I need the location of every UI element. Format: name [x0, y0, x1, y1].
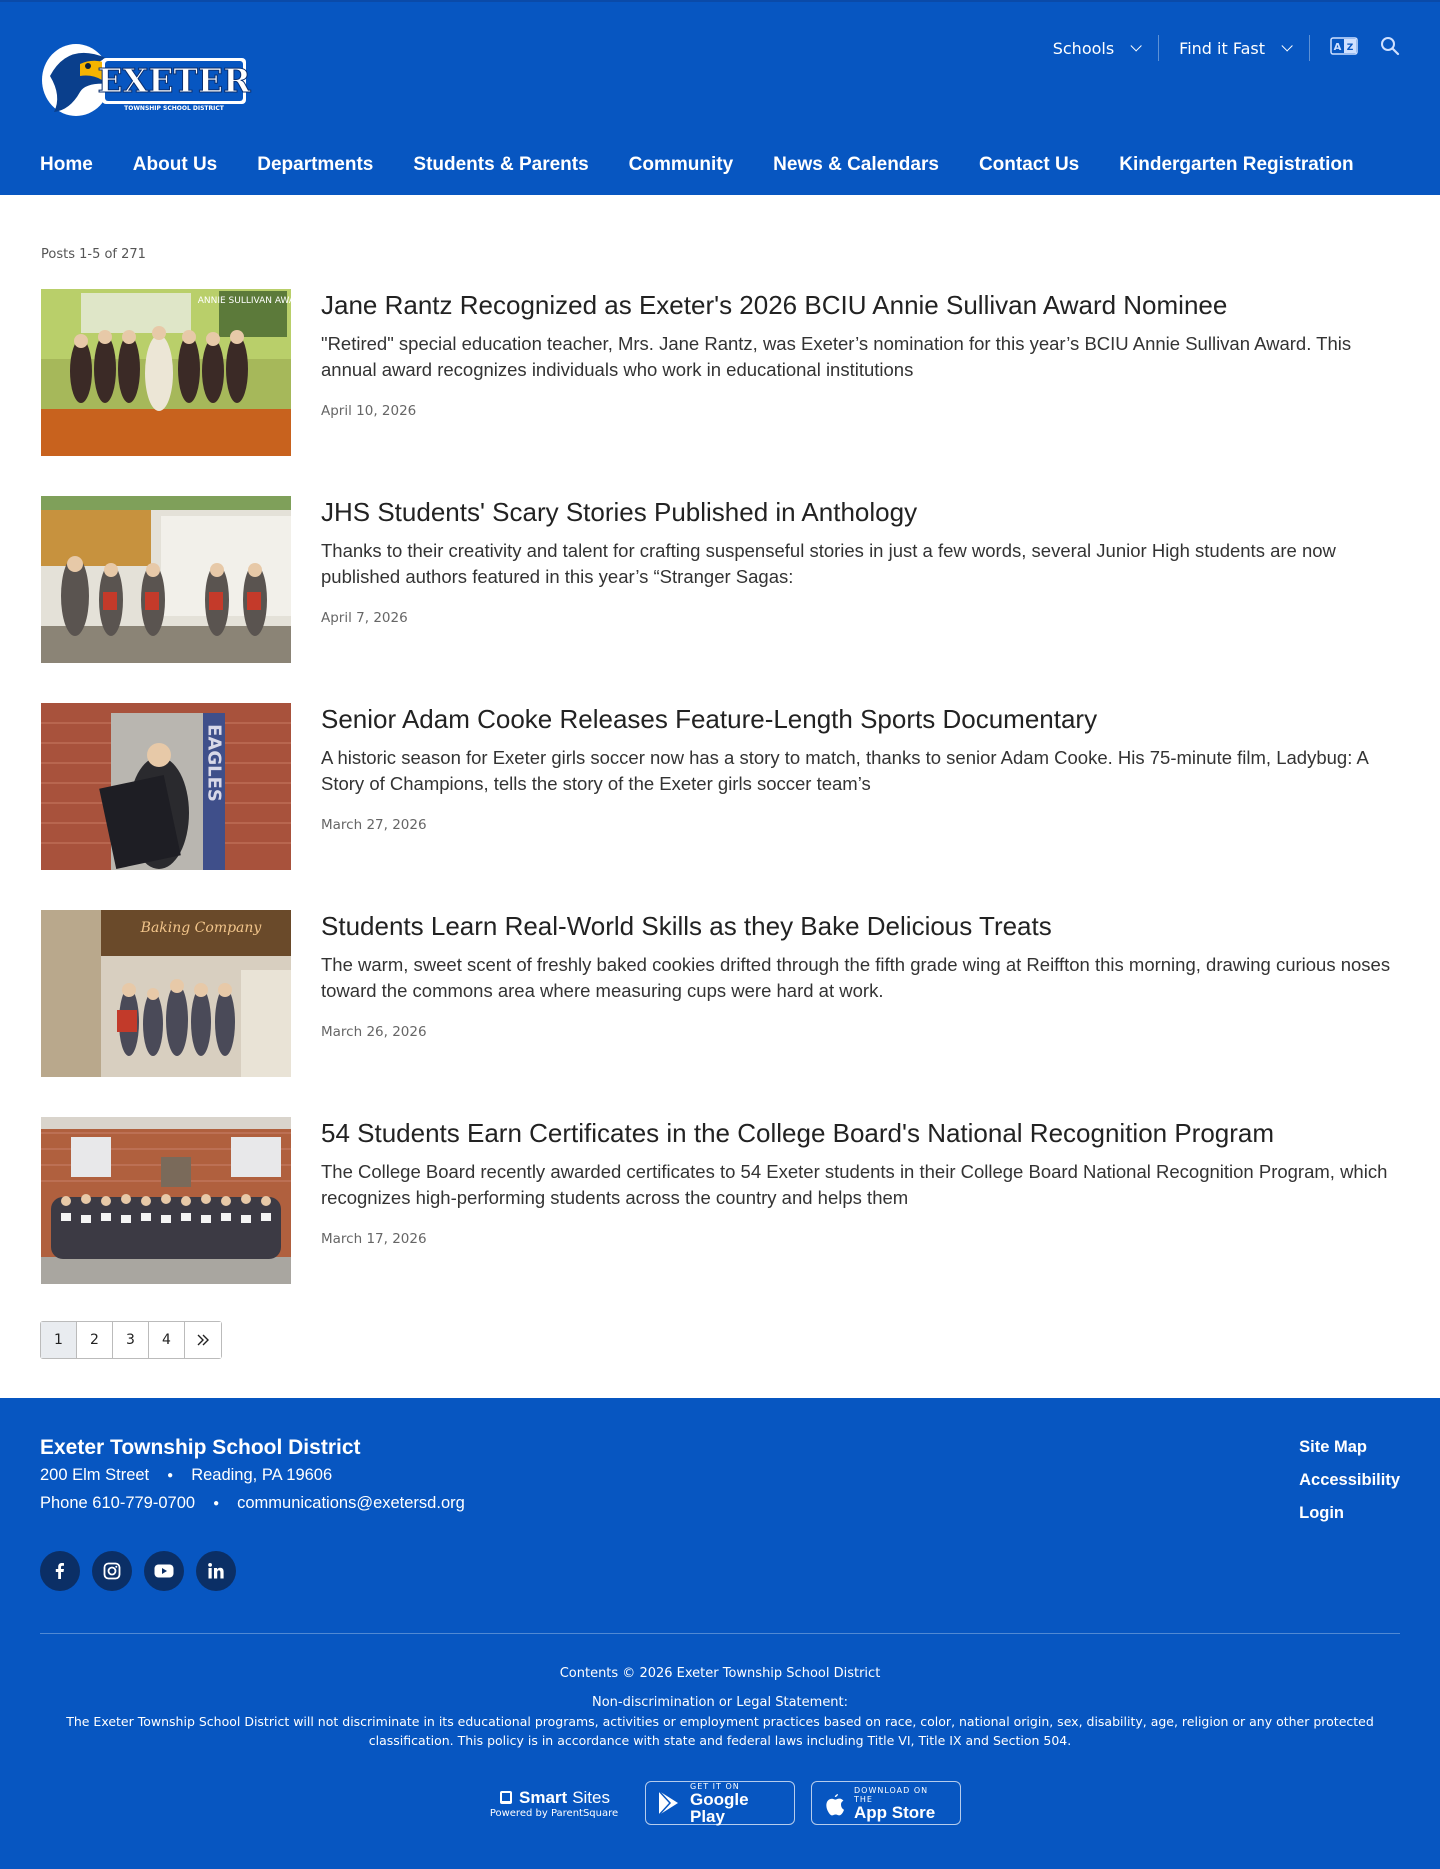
- posts-count: Posts 1-5 of 271: [41, 247, 146, 262]
- nav-kindergarten-registration[interactable]: Kindergarten Registration: [1119, 154, 1354, 175]
- news-post: [40, 910, 1400, 1080]
- smart-sites-badge[interactable]: [479, 1788, 629, 1819]
- post-excerpt: "Retired" special education teacher, Mrs. Jane Rantz, was Exeter’s nomination for this year’s BCIU Annie Sullivan Award. This annual award recognizes individuals who work in educational institutions: [321, 333, 1352, 380]
- svg-text:Z: Z: [1346, 43, 1354, 53]
- news-post: [40, 496, 1400, 666]
- app-badges: [0, 1781, 1440, 1825]
- post-title[interactable]: JHS Students' Scary Stories Published in Anthology: [321, 497, 918, 527]
- news-post: [40, 289, 1400, 459]
- google-play-label: Google Play: [690, 1789, 749, 1826]
- legal-title: Non-discrimination or Legal Statement:: [591, 1695, 849, 1710]
- next-pages-icon: [196, 1334, 210, 1346]
- city-state-zip: Reading, PA 19606: [191, 1466, 333, 1484]
- linkedin-icon: [207, 1562, 225, 1580]
- instagram-link[interactable]: [92, 1551, 132, 1591]
- accessibility-link[interactable]: Accessibility: [1299, 1471, 1400, 1489]
- post-date: April 10, 2026: [321, 403, 417, 419]
- page-1-button[interactable]: 1: [41, 1322, 77, 1358]
- app-store-badge[interactable]: [811, 1781, 961, 1825]
- sites-word: Sites: [572, 1787, 610, 1807]
- site-header: [0, 0, 1440, 195]
- page-3-button[interactable]: 3: [113, 1322, 149, 1358]
- news-post: [40, 1117, 1400, 1287]
- post-title[interactable]: 54 Students Earn Certificates in the College Board's National Recognition Program: [321, 1118, 1275, 1148]
- district-name: Exeter Township School District: [40, 1436, 361, 1459]
- linkedin-link[interactable]: [196, 1551, 236, 1591]
- photo-sign-text: EAGLES: [203, 724, 225, 802]
- instagram-icon: [103, 1562, 121, 1580]
- youtube-link[interactable]: [144, 1551, 184, 1591]
- page-2-button[interactable]: 2: [77, 1322, 113, 1358]
- post-date: March 17, 2026: [321, 1231, 427, 1247]
- post-date: March 27, 2026: [321, 817, 427, 833]
- find-it-fast-label: Find it Fast: [1179, 38, 1265, 58]
- district-logo[interactable]: [40, 36, 250, 132]
- schools-label: Schools: [1052, 38, 1115, 58]
- utility-nav: [1033, 34, 1400, 62]
- post-excerpt: The warm, sweet scent of freshly baked cookies drifted through the fifth grade wing at Reiffton this morning, drawing curious noses toward the commons area where measuring cups were hard at work.: [321, 954, 1391, 1001]
- post-thumbnail[interactable]: [41, 910, 291, 1077]
- schools-dropdown[interactable]: [1033, 34, 1158, 62]
- next-pages-button[interactable]: [185, 1322, 221, 1358]
- nav-about-us[interactable]: About Us: [132, 154, 218, 175]
- app-store-label: App Store: [854, 1802, 936, 1822]
- google-play-badge[interactable]: [645, 1781, 795, 1825]
- separator-dot: ●: [213, 1498, 220, 1509]
- post-excerpt: A historic season for Exeter girls soccer now has a story to match, thanks to senior Adam Cooke. His 75-minute film, Ladybug: A Story of Champions, tells the story of the Exeter girls soccer team’s: [321, 747, 1368, 794]
- contact-line: [40, 1494, 465, 1513]
- facebook-link[interactable]: [40, 1551, 80, 1591]
- powered-by: Powered by ParentSquare: [489, 1807, 619, 1819]
- search-icon[interactable]: [1380, 36, 1400, 60]
- post-title[interactable]: Jane Rantz Recognized as Exeter's 2026 BCIU Annie Sullivan Award Nominee: [321, 290, 1228, 320]
- google-play-small: GET IT ON: [690, 1781, 740, 1791]
- find-it-fast-dropdown[interactable]: [1159, 34, 1309, 62]
- post-thumbnail[interactable]: [41, 1117, 291, 1284]
- email-link[interactable]: communications@exetersd.org: [237, 1494, 465, 1512]
- photo-sign-text: Baking Company: [140, 920, 262, 936]
- post-date: March 26, 2026: [321, 1024, 427, 1040]
- google-play-icon: [656, 1789, 682, 1817]
- site-footer: [0, 1398, 1440, 1869]
- site-map-link[interactable]: Site Map: [1299, 1438, 1367, 1456]
- page-4-button[interactable]: 4: [149, 1322, 185, 1358]
- post-thumbnail[interactable]: [41, 703, 291, 870]
- post-excerpt: The College Board recently awarded certificates to 54 Exeter students in their College Board National Recognition Program, which recognizes high-performing students across the country and helps them: [321, 1161, 1388, 1208]
- nav-home[interactable]: Home: [40, 154, 93, 175]
- post-thumbnail[interactable]: [41, 289, 309, 456]
- chevron-down-icon: [1281, 40, 1292, 51]
- main-nav: [40, 154, 1354, 176]
- news-post: [40, 703, 1400, 873]
- nav-contact-us[interactable]: Contact Us: [978, 154, 1080, 175]
- post-date: April 7, 2026: [321, 610, 408, 626]
- post-title[interactable]: Senior Adam Cooke Releases Feature-Length Sports Documentary: [321, 704, 1098, 734]
- footer-divider: [40, 1633, 1400, 1634]
- login-link[interactable]: Login: [1299, 1504, 1345, 1522]
- separator-dot: ●: [167, 1470, 174, 1481]
- app-store-small: DOWNLOAD ON THE: [854, 1785, 929, 1804]
- apple-icon: [822, 1789, 846, 1817]
- pagination: [40, 1321, 222, 1359]
- social-links: [40, 1551, 236, 1591]
- copyright: Contents © 2026 Exeter Township School District: [559, 1666, 881, 1681]
- post-thumbnail[interactable]: [41, 496, 291, 663]
- logo-subtext: TOWNSHIP SCHOOL DISTRICT: [124, 105, 224, 112]
- svg-text:A: A: [1333, 42, 1342, 53]
- nav-community[interactable]: Community: [628, 154, 734, 175]
- smart-sites-icon: [498, 1790, 514, 1806]
- photo-sign-text: ANNIE SULLIVAN AWARD: [197, 296, 309, 306]
- legal-statement: The Exeter Township School District will not discriminate in its educational programs, activities or employment practices based on race, color, national origin, sex, disability, age, religion or any other protected classification. This policy is in accordance with state and federal laws including Title VI, Title IX and Section 504.: [66, 1714, 1374, 1748]
- chevron-down-icon: [1131, 40, 1142, 51]
- address-line: [40, 1466, 332, 1485]
- nav-departments[interactable]: Departments: [257, 154, 374, 175]
- logo-wordmark: EXETER: [97, 61, 251, 100]
- post-excerpt: Thanks to their creativity and talent for crafting suspenseful stories in just a few words, several Junior High students are now published authors featured in this year’s “Stranger Sagas:: [321, 540, 1336, 587]
- facebook-icon: [51, 1562, 69, 1580]
- nav-news-calendars[interactable]: News & Calendars: [773, 154, 939, 175]
- street-address: 200 Elm Street: [40, 1466, 150, 1484]
- youtube-icon: [154, 1563, 174, 1579]
- footer-links: [1299, 1438, 1400, 1523]
- phone-link[interactable]: Phone 610-779-0700: [40, 1494, 196, 1512]
- nav-students-parents[interactable]: Students & Parents: [413, 154, 589, 175]
- translate-icon[interactable]: [1330, 36, 1358, 60]
- smart-word: Smart: [519, 1787, 568, 1807]
- post-title[interactable]: Students Learn Real-World Skills as they Bake Delicious Treats: [321, 911, 1052, 941]
